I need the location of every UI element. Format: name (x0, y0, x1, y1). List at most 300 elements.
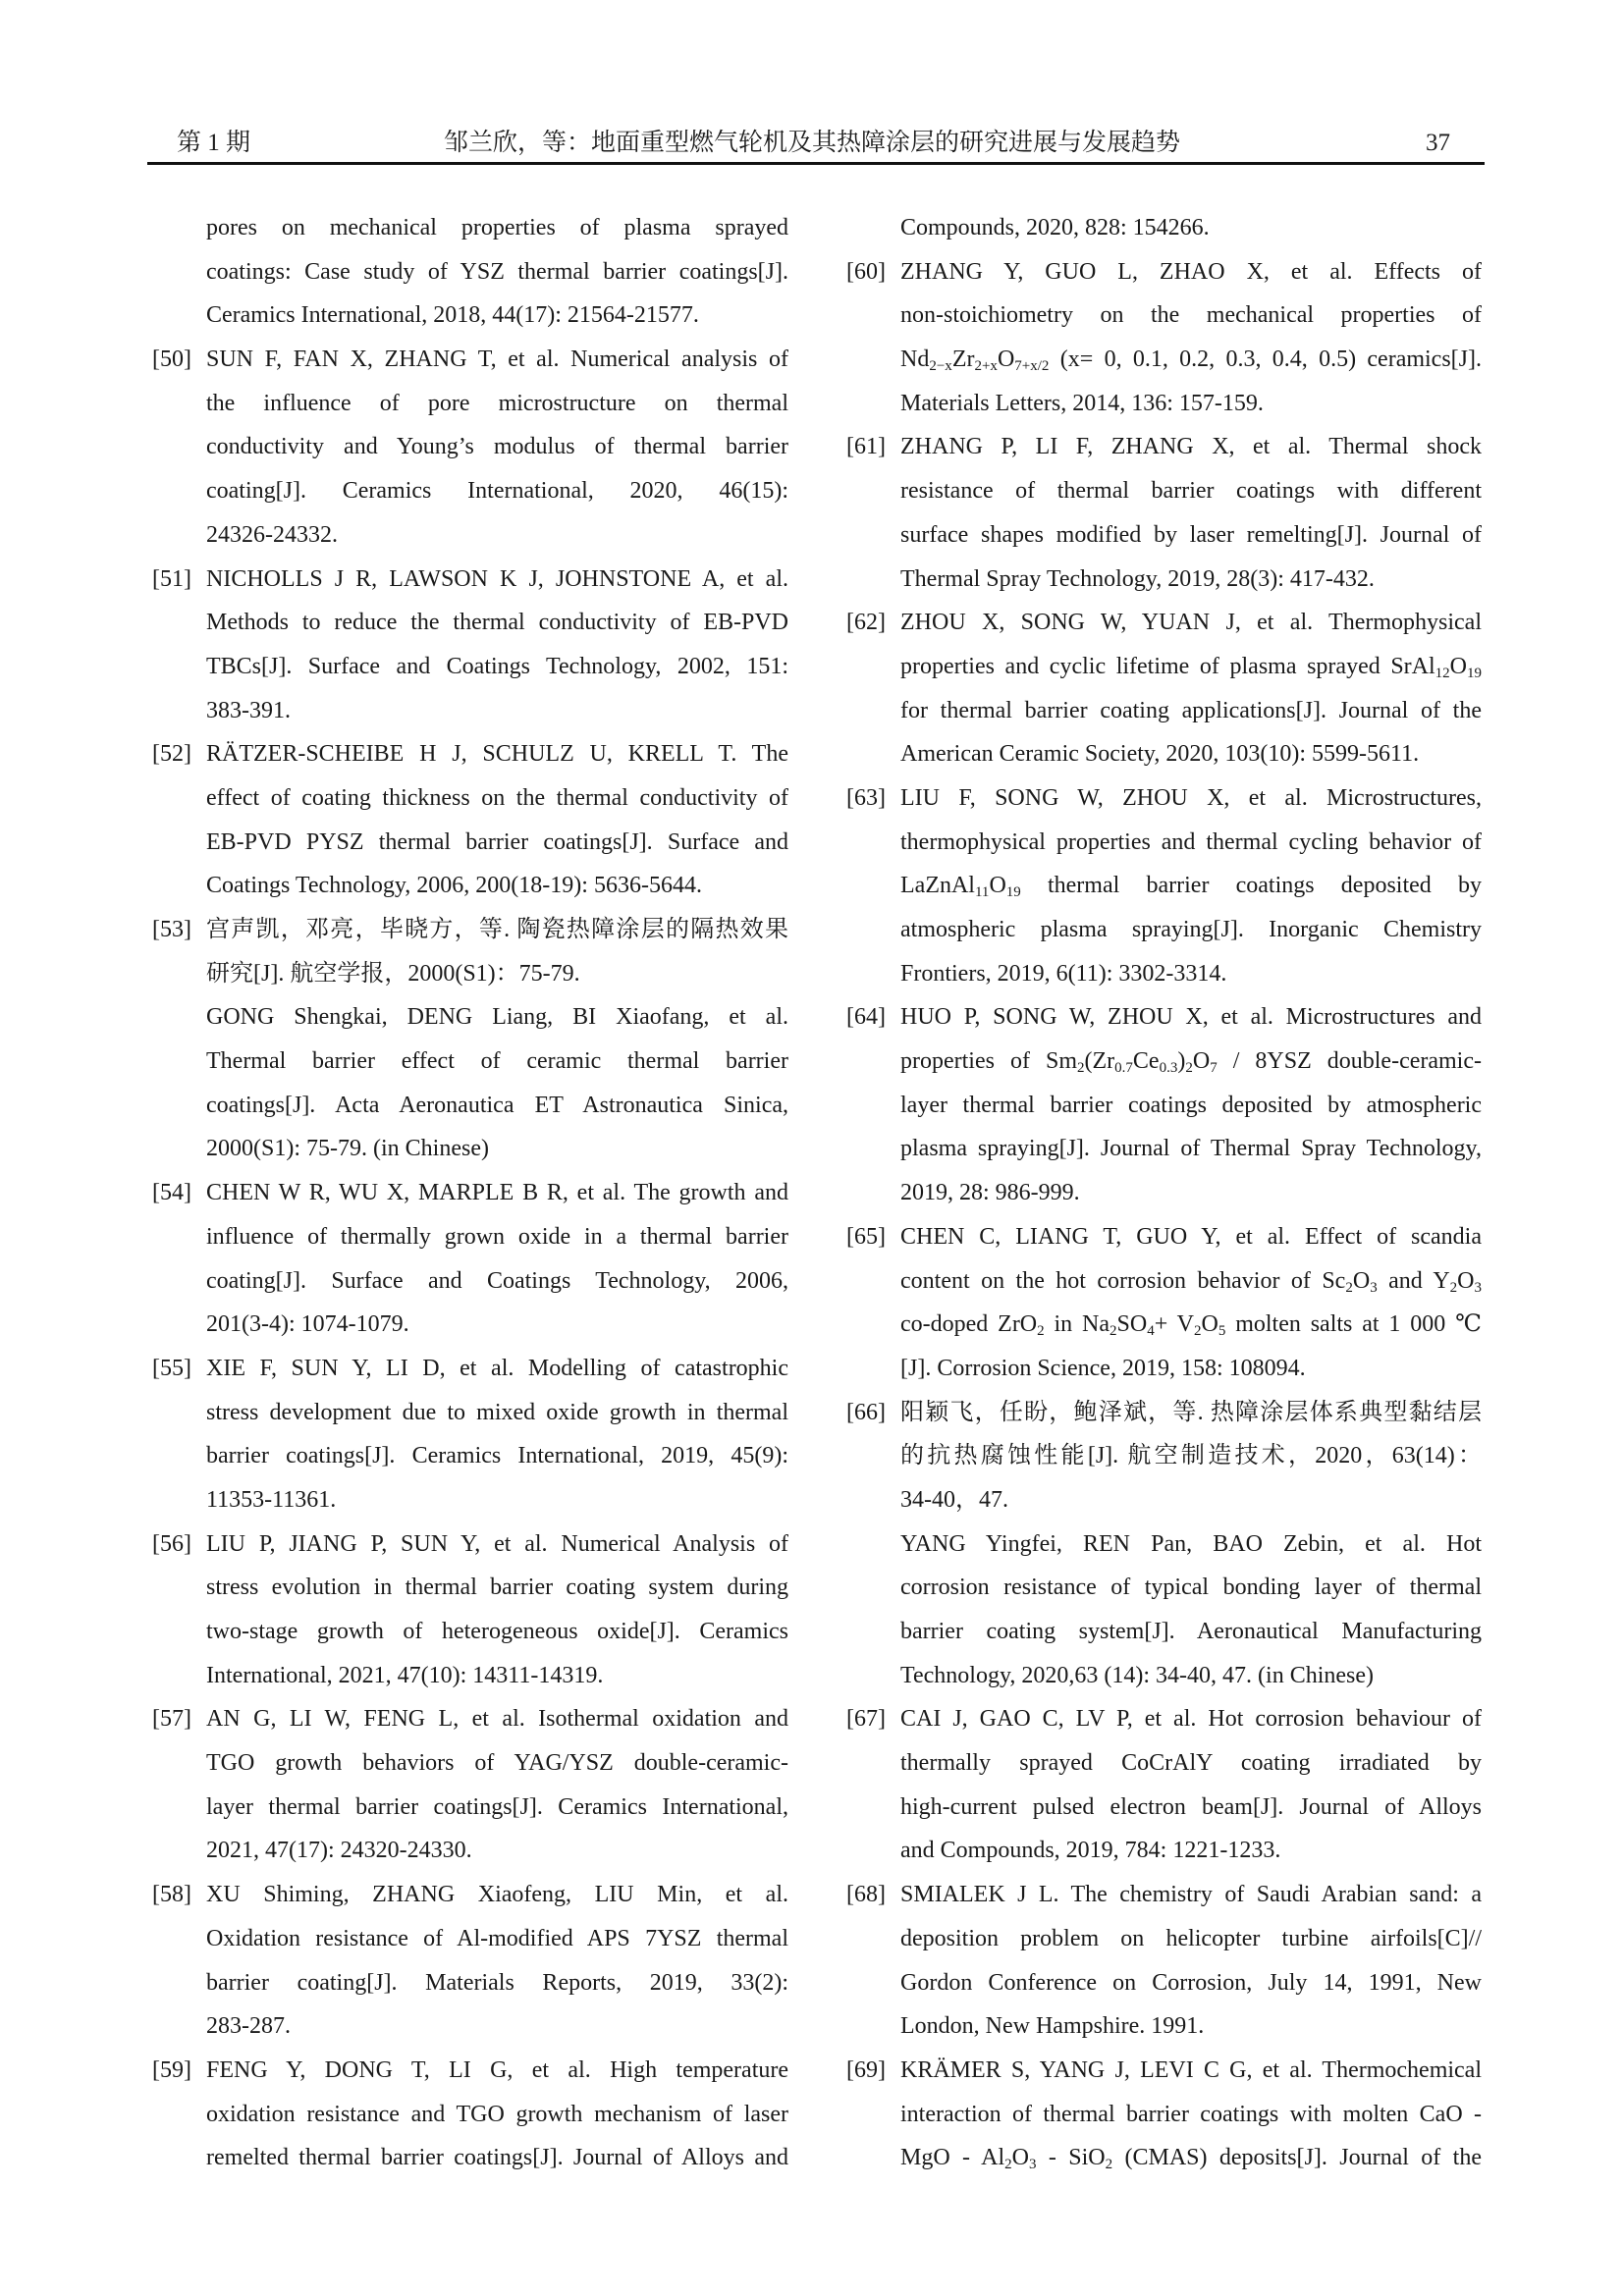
subscript: 2 (1110, 1323, 1117, 1340)
reference-text (900, 1434, 1482, 1478)
reference-line (846, 1347, 1482, 1391)
text-segment: O (989, 873, 1006, 899)
text-segment: 宫声凯，邓亮，毕晓方，等. 陶瓷热障涂层的隔热效果 (206, 917, 788, 942)
reference-number: [65] (846, 1223, 886, 1250)
reference-number: [63] (846, 784, 886, 811)
reference-text (900, 338, 1482, 382)
reference-line (846, 821, 1482, 865)
reference-line (152, 864, 788, 908)
reference-line (846, 1084, 1482, 1128)
text-segment: 2019, 28: 986-999. (900, 1180, 1080, 1206)
reference-text (900, 1391, 1482, 1435)
text-segment: Ceramics International, 2018, 44(17): 21564-21577. (206, 302, 699, 329)
reference-line (152, 1610, 788, 1654)
text-segment: O (1352, 1267, 1371, 1294)
reference-text (900, 645, 1482, 689)
subscript: 7+x/2 (1014, 358, 1050, 375)
reference-line (152, 1084, 788, 1128)
text-segment: Thermal barrier effect of ceramic thermal barrier (206, 1048, 788, 1075)
text-segment: and Compounds, 2019, 784: 1221-1233. (900, 1838, 1281, 1864)
text-segment: ) (1177, 1048, 1186, 1075)
text-segment: EB-PVD PYSZ thermal barrier coatings[J]. Surface and (206, 828, 788, 855)
reference-text (206, 2049, 788, 2093)
reference-line (846, 2004, 1482, 2049)
reference-text (206, 1961, 788, 2005)
text-segment: pores on mechanical properties of plasma sprayed (206, 215, 788, 240)
reference-line (846, 425, 1482, 469)
reference-line (152, 952, 788, 996)
reference-text (900, 425, 1482, 469)
reference-text (900, 1610, 1482, 1654)
subscript: 2+x (974, 358, 998, 375)
reference-text (900, 206, 1482, 250)
text-segment: ZHOU X, SONG W, YUAN J, et al. Thermophysical (900, 610, 1482, 636)
text-segment: properties of Sm (900, 1048, 1078, 1075)
text-segment: 阳颖飞，任盼，鲍泽斌，等. 热障涂层体系典型黏结层 (900, 1399, 1482, 1425)
reference-number: [59] (152, 2056, 191, 2083)
reference-column-left (152, 206, 788, 2180)
text-segment: GONG Shengkai, DENG Liang, BI Xiaofang, et al. (206, 1004, 788, 1031)
reference-text (900, 1215, 1482, 1259)
subscript: 2 (1037, 1323, 1045, 1340)
reference-text (900, 1478, 1482, 1522)
reference-text (206, 952, 788, 996)
reference-number: [51] (152, 565, 191, 592)
reference-line (152, 1171, 788, 1215)
text-segment: O (1011, 2145, 1029, 2171)
text-segment: interaction of thermal barrier coatings with molten CaO - (900, 2101, 1482, 2127)
reference-line (846, 995, 1482, 1040)
reference-text (900, 908, 1482, 952)
reference-line (846, 1040, 1482, 1084)
text-segment: CHEN W R, WU X, MARPLE B R, et al. The growth and (206, 1180, 788, 1206)
reference-text (900, 2049, 1482, 2093)
reference-text (900, 1084, 1482, 1128)
text-segment: for thermal barrier coating applications[J]. Journal of the (900, 697, 1482, 723)
reference-text (206, 821, 788, 865)
reference-text (900, 864, 1482, 908)
text-segment: two-stage growth of heterogeneous oxide[J]. Ceramics (206, 1619, 788, 1644)
text-segment: XU Shiming, ZHANG Xiaofeng, LIU Min, et al. (206, 1882, 788, 1908)
reference-line (846, 1610, 1482, 1654)
text-segment: MgO - Al (900, 2145, 1005, 2171)
reference-line (846, 1522, 1482, 1567)
reference-text (900, 1917, 1482, 1961)
subscript: 2 (1449, 1279, 1458, 1296)
reference-line (152, 1566, 788, 1610)
reference-text (900, 995, 1482, 1040)
reference-line (846, 776, 1482, 821)
reference-number: [66] (846, 1399, 886, 1425)
reference-text (206, 206, 788, 250)
reference-text (206, 1873, 788, 1917)
text-segment: resistance of thermal barrier coatings with different (900, 478, 1482, 505)
text-segment: SUN F, FAN X, ZHANG T, et al. Numerical analysis of (206, 347, 788, 373)
subscript: 11 (974, 884, 990, 901)
reference-line (846, 1303, 1482, 1347)
reference-text (206, 1347, 788, 1391)
reference-line (152, 1391, 788, 1435)
text-segment: 283-287. (206, 2013, 291, 2040)
reference-text (900, 1873, 1482, 1917)
reference-text (206, 1434, 788, 1478)
reference-line (846, 1259, 1482, 1304)
text-segment: molten salts at 1 000 ℃ (1225, 1311, 1482, 1338)
reference-number: [53] (152, 917, 191, 942)
reference-number: [69] (846, 2056, 886, 2083)
reference-line (152, 995, 788, 1040)
reference-text (206, 1478, 788, 1522)
subscript: 19 (1467, 665, 1482, 681)
reference-text (206, 1566, 788, 1610)
reference-line (152, 1873, 788, 1917)
reference-text (206, 382, 788, 426)
text-segment: Nd (900, 347, 930, 373)
reference-line (152, 1478, 788, 1522)
text-segment: layer thermal barrier coatings[J]. Ceramics International, (206, 1793, 788, 1820)
page-number: 37 (1426, 130, 1450, 156)
text-segment: 24326-24332. (206, 521, 338, 548)
subscript: 2 (1345, 1279, 1353, 1296)
text-segment: RÄTZER-SCHEIBE H J, SCHULZ U, KRELL T. The (206, 741, 788, 768)
reference-text (900, 294, 1482, 338)
reference-line (152, 1434, 788, 1478)
text-segment: NICHOLLS J R, LAWSON K J, JOHNSTONE A, et al. (206, 565, 788, 592)
reference-text (206, 908, 788, 952)
reference-line (846, 952, 1482, 996)
reference-line (846, 732, 1482, 776)
reference-line (846, 513, 1482, 558)
text-segment: [J]. Corrosion Science, 2019, 158: 108094. (900, 1355, 1306, 1381)
reference-line (846, 689, 1482, 733)
reference-line (846, 558, 1482, 602)
reference-line (152, 425, 788, 469)
reference-text (206, 1127, 788, 1171)
text-segment: co-doped ZrO (900, 1311, 1038, 1338)
reference-line (152, 1961, 788, 2005)
subscript: 2 (1077, 1060, 1085, 1077)
text-segment: SMIALEK J L. The chemistry of Saudi Arabian sand: a (900, 1882, 1482, 1908)
reference-text (206, 2093, 788, 2137)
reference-line (846, 1566, 1482, 1610)
reference-line (152, 558, 788, 602)
subscript: 4 (1147, 1323, 1155, 1340)
text-segment: oxidation resistance and TGO growth mechanism of laser (206, 2101, 788, 2127)
text-segment: properties and cyclic lifetime of plasma sprayed SrAl (900, 653, 1435, 679)
subscript: 2−x (929, 358, 952, 375)
subscript: 3 (1474, 1279, 1482, 1296)
text-segment: Frontiers, 2019, 6(11): 3302-3314. (900, 960, 1227, 987)
text-segment: (x= 0, 0.1, 0.2, 0.3, 0.4, 0.5) ceramics[J]. (1049, 347, 1482, 373)
reference-text (900, 2136, 1482, 2180)
reference-line (846, 1127, 1482, 1171)
reference-line (152, 338, 788, 382)
reference-line (846, 1654, 1482, 1698)
reference-line (152, 294, 788, 338)
text-segment: FENG Y, DONG T, LI G, et al. High temperature (206, 2056, 788, 2083)
reference-line (846, 645, 1482, 689)
text-segment: + V (1154, 1311, 1194, 1338)
reference-text (900, 2093, 1482, 2137)
reference-line (846, 1171, 1482, 1215)
reference-line (152, 1697, 788, 1741)
text-segment: O (1457, 1267, 1475, 1294)
text-segment: Zr (951, 347, 975, 373)
reference-text (206, 1610, 788, 1654)
subscript: 0.7 (1114, 1060, 1133, 1077)
reference-text (206, 1040, 788, 1084)
reference-line (152, 645, 788, 689)
text-segment: Thermal Spray Technology, 2019, 28(3): 417-432. (900, 565, 1375, 592)
reference-text (900, 1522, 1482, 1567)
text-segment: YANG Yingfei, REN Pan, BAO Zebin, et al. Hot (900, 1530, 1482, 1557)
reference-number: [61] (846, 434, 886, 460)
reference-number: [55] (152, 1355, 191, 1381)
reference-text (206, 601, 788, 645)
reference-text (900, 1171, 1482, 1215)
reference-text (206, 1741, 788, 1786)
text-segment: the influence of pore microstructure on thermal (206, 390, 788, 416)
reference-line (152, 732, 788, 776)
text-segment: stress evolution in thermal barrier coating system during (206, 1575, 788, 1601)
text-segment: layer thermal barrier coatings deposited by atmospheric (900, 1092, 1482, 1118)
reference-line (846, 1478, 1482, 1522)
text-segment: LaZnAl (900, 873, 975, 899)
text-segment: corrosion resistance of typical bonding layer of thermal (900, 1575, 1482, 1601)
text-segment: O (1201, 1311, 1218, 1338)
reference-text (900, 469, 1482, 513)
text-segment: 201(3-4): 1074-1079. (206, 1311, 409, 1338)
reference-line (152, 1127, 788, 1171)
reference-number: [60] (846, 258, 886, 285)
text-segment: ZHANG Y, GUO L, ZHAO X, et al. Effects of (900, 258, 1482, 285)
reference-line (846, 1741, 1482, 1786)
reference-text (900, 1040, 1482, 1084)
reference-line (152, 1654, 788, 1698)
reference-text (900, 1303, 1482, 1347)
reference-text (206, 1084, 788, 1128)
reference-text (900, 1697, 1482, 1741)
reference-text (900, 1654, 1482, 1698)
reference-line (152, 601, 788, 645)
reference-text (900, 1259, 1482, 1304)
text-segment: (Zr (1084, 1048, 1115, 1075)
reference-line (152, 513, 788, 558)
text-segment: coatings[J]. Acta Aeronautica ET Astronautica Sinica, (206, 1092, 788, 1118)
text-segment: effect of coating thickness on the thermal conductivity of (206, 784, 788, 811)
reference-text (206, 1303, 788, 1347)
reference-line (846, 1873, 1482, 1917)
reference-column-right (846, 206, 1482, 2180)
reference-line (152, 2004, 788, 2049)
reference-text (900, 776, 1482, 821)
text-segment: thermophysical properties and thermal cycling behavior of (900, 828, 1482, 855)
reference-line (152, 1259, 788, 1304)
subscript: 2 (1185, 1060, 1193, 1077)
header-rule (147, 162, 1485, 165)
reference-text (900, 513, 1482, 558)
text-segment: barrier coating system[J]. Aeronautical Manufacturing (900, 1619, 1482, 1644)
reference-line (846, 294, 1482, 338)
reference-number: [50] (152, 347, 191, 373)
text-segment: Materials Letters, 2014, 136: 157-159. (900, 390, 1264, 416)
reference-line (846, 1434, 1482, 1478)
text-segment: XIE F, SUN Y, LI D, et al. Modelling of catastrophic (206, 1355, 788, 1381)
text-segment: ZHANG P, LI F, ZHANG X, et al. Thermal shock (900, 434, 1482, 460)
reference-text (206, 558, 788, 602)
reference-number: [57] (152, 1706, 191, 1733)
reference-text (900, 382, 1482, 426)
subscript: 2 (1194, 1323, 1202, 1340)
reference-text (206, 1259, 788, 1304)
subscript: 7 (1210, 1060, 1218, 1077)
text-segment: 2021, 47(17): 24320-24330. (206, 1838, 472, 1864)
reference-text (900, 1786, 1482, 1830)
reference-line (152, 2093, 788, 2137)
reference-text (900, 952, 1482, 996)
text-segment: stress development due to mixed oxide growth in thermal (206, 1399, 788, 1425)
reference-line (152, 908, 788, 952)
text-segment: Coatings Technology, 2006, 200(18-19): 5636-5644. (206, 873, 702, 899)
reference-text (900, 250, 1482, 294)
reference-text (206, 294, 788, 338)
reference-line (152, 2136, 788, 2180)
text-segment: O (1449, 653, 1467, 679)
reference-line (846, 250, 1482, 294)
text-segment: AN G, LI W, FENG L, et al. Isothermal oxidation and (206, 1706, 788, 1733)
reference-line (152, 1522, 788, 1567)
reference-line (152, 1215, 788, 1259)
reference-line (152, 1741, 788, 1786)
reference-line (152, 382, 788, 426)
journal-issue: 第 1 期 (177, 130, 251, 156)
text-segment: in Na (1044, 1311, 1110, 1338)
text-segment: O (997, 347, 1015, 373)
reference-line (152, 1917, 788, 1961)
text-segment: 2000(S1): 75-79. (in Chinese) (206, 1136, 489, 1162)
reference-text (900, 1127, 1482, 1171)
text-segment: Gordon Conference on Corrosion, July 14, 1991, New (900, 1969, 1482, 1996)
text-segment: 34-40，47. (900, 1486, 1008, 1513)
text-segment: London, New Hampshire. 1991. (900, 2013, 1205, 2040)
reference-line (846, 338, 1482, 382)
reference-number: [67] (846, 1706, 886, 1733)
reference-text (206, 1522, 788, 1567)
text-segment: content on the hot corrosion behavior of Sc (900, 1267, 1346, 1294)
reference-line (846, 1391, 1482, 1435)
reference-text (206, 1786, 788, 1830)
text-segment: thermal barrier coatings deposited by (1020, 873, 1482, 899)
subscript: 5 (1218, 1323, 1226, 1340)
reference-number: [56] (152, 1530, 191, 1557)
text-segment: Ce (1132, 1048, 1160, 1075)
reference-line (846, 1215, 1482, 1259)
reference-text (900, 601, 1482, 645)
reference-line (152, 1303, 788, 1347)
reference-text (206, 1215, 788, 1259)
reference-text (206, 1917, 788, 1961)
reference-text (206, 1654, 788, 1698)
reference-line (152, 1786, 788, 1830)
text-segment: conductivity and Young’s modulus of thermal barrier (206, 434, 788, 460)
reference-text (206, 2136, 788, 2180)
text-segment: (CMAS) deposits[J]. Journal of the (1112, 2145, 1482, 2171)
subscript: 19 (1005, 884, 1021, 901)
text-segment: LIU P, JIANG P, SUN Y, et al. Numerical Analysis of (206, 1530, 788, 1557)
reference-text (206, 645, 788, 689)
text-segment: atmospheric plasma spraying[J]. Inorganic Chemistry (900, 917, 1482, 942)
reference-line (846, 2136, 1482, 2180)
text-segment: surface shapes modified by laser remelting[J]. Journal of (900, 521, 1482, 548)
reference-text (900, 2004, 1482, 2049)
reference-line (152, 2049, 788, 2093)
text-segment: coating[J]. Surface and Coatings Technology, 2006, (206, 1267, 788, 1294)
running-title: 邹兰欣，等：地面重型燃气轮机及其热障涂层的研究进展与发展趋势 (444, 130, 1181, 156)
reference-text (900, 821, 1482, 865)
text-segment: / 8YSZ double-ceramic- (1217, 1048, 1482, 1075)
reference-line (846, 206, 1482, 250)
reference-text (900, 1829, 1482, 1873)
text-segment: KRÄMER S, YANG J, LEVI C G, et al. Thermochemical (900, 2056, 1482, 2083)
subscript: 3 (1028, 2157, 1037, 2173)
text-segment: barrier coatings[J]. Ceramics International, 2019, 45(9): (206, 1443, 788, 1469)
text-segment: 研究[J]. 航空学报，2000(S1)：75-79. (206, 960, 580, 987)
subscript: 12 (1435, 665, 1450, 681)
text-segment: barrier coating[J]. Materials Reports, 2019, 33(2): (206, 1969, 788, 1996)
text-segment: 的抗热腐蚀性能[J]. 航空制造技术，2020，63(14)： (900, 1443, 1482, 1469)
reference-text (206, 2004, 788, 2049)
reference-number: [58] (152, 1882, 191, 1908)
text-segment: HUO P, SONG W, ZHOU X, et al. Microstructures and (900, 1004, 1482, 1031)
text-segment: SO (1116, 1311, 1148, 1338)
reference-text (206, 732, 788, 776)
subscript: 0.3 (1159, 1060, 1178, 1077)
reference-line (846, 2093, 1482, 2137)
text-segment: coating[J]. Ceramics International, 2020, 46(15): (206, 478, 788, 505)
text-segment: Methods to reduce the thermal conductivity of EB-PVD (206, 610, 788, 636)
reference-text (206, 864, 788, 908)
reference-text (206, 469, 788, 513)
reference-line (152, 1347, 788, 1391)
text-segment: O (1192, 1048, 1211, 1075)
reference-line (152, 469, 788, 513)
reference-text (900, 1741, 1482, 1786)
reference-text (206, 1391, 788, 1435)
text-segment: thermally sprayed CoCrAlY coating irradiated by (900, 1750, 1482, 1777)
reference-number: [52] (152, 741, 191, 768)
reference-line (152, 1829, 788, 1873)
text-segment: - SiO (1036, 2145, 1106, 2171)
reference-text (206, 689, 788, 733)
text-segment: high-current pulsed electron beam[J]. Journal of Alloys (900, 1793, 1482, 1820)
reference-text (206, 1171, 788, 1215)
text-segment: plasma spraying[J]. Journal of Thermal Spray Technology, (900, 1136, 1482, 1162)
reference-text (206, 338, 788, 382)
reference-number: [64] (846, 1004, 886, 1031)
reference-line (846, 382, 1482, 426)
reference-line (846, 601, 1482, 645)
text-segment: Compounds, 2020, 828: 154266. (900, 215, 1210, 240)
reference-text (206, 1697, 788, 1741)
reference-text (900, 732, 1482, 776)
text-segment: Oxidation resistance of Al-modified APS 7YSZ thermal (206, 1925, 788, 1951)
text-segment: and Y (1377, 1267, 1450, 1294)
reference-text (206, 425, 788, 469)
text-segment: coatings: Case study of YSZ thermal barrier coatings[J]. (206, 258, 788, 285)
reference-text (206, 776, 788, 821)
reference-line (152, 821, 788, 865)
text-segment: influence of thermally grown oxide in a thermal barrier (206, 1223, 788, 1250)
